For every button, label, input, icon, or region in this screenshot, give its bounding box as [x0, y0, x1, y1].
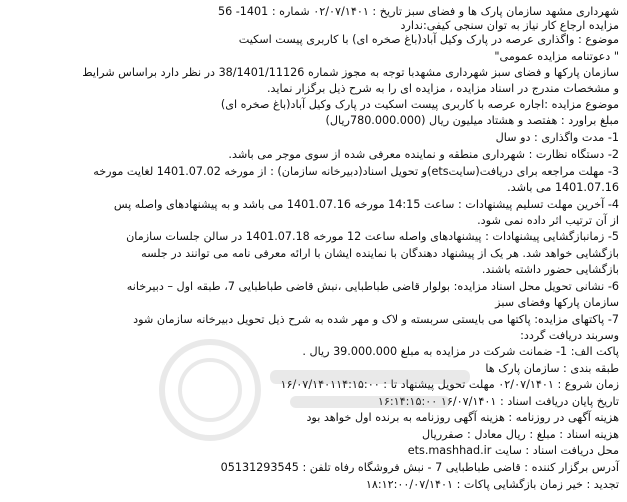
notice-item: 4- آخرین مهلت تسلیم پیشنهادات : ساعت 14:15 مورخه 1401.07.16 می باشد و به پیشنهادهای واصله پس — [113, 198, 619, 211]
notice-line: موضوع مزایده :اجاره عرصه با کاربری پیست اسکیت در پارک وکیل آباد(باغ صخره ای) — [220, 98, 619, 111]
notice-estimate-line: مبلغ براورد : هفتصد و هشتاد میلیون ریال (780.000.000ریال) — [325, 114, 619, 127]
notice-line: بازگشایی حضور داشته باشند. — [481, 263, 619, 276]
notice-subject-line: موضوع : واگذاری عرصه در پارک وکیل آباد(باغ صخره ای) با کاربری پیست اسکیت — [238, 33, 619, 46]
notice-item: 5- زمانبازگشایی پیشنهادات : پیشنهادهای واصله ساعت 12 مورخه 1401.07.18 در سالن جلسات سازمان — [126, 230, 619, 243]
notice-line: از آن ترتیب اثر داده نمی شود. — [477, 214, 619, 227]
notice-line: وسربند دریافت گردد: — [520, 329, 619, 342]
notice-line: بازگشایی خواهد شد. هر یک از پیشنهاد دهندگان با نماینده ایشان با ارائه معرفی نامه می توانند در جلسه — [141, 247, 619, 260]
notice-line: سازمان پارکها و فضای سبز شهرداری مشهدبا توجه به مجوز شماره 38/1401/11126 در نظر دارد براساس شرایط — [82, 66, 619, 79]
notice-envelope-line: پاکت الف: 1- ضمانت شرکت در مزایده به مبلغ 39.000.000 ریال . — [302, 345, 619, 358]
notice-line: محل دریافت اسناد : سایت ets.mashhad.ir — [407, 444, 619, 457]
notice-item: 2- دستگاه نظارت : شهرداری منطقه و نماینده معرفی شده از سوی موجر می باشد. — [228, 148, 619, 161]
notice-invitation-title: " دعوتنامه مزایده عمومی" — [494, 50, 619, 63]
notice-line: سازمان پارکها وفضای سبز — [495, 296, 619, 309]
notice-line: آدرس برگزار کننده : قاضی طباطبایی 7 - نبش فروشگاه رفاه تلفن : 05131293545 — [220, 461, 619, 474]
notice-line: هزینه اسناد : مبلغ : ریال معادل : صفرریال — [422, 428, 619, 441]
notice-line: زمان شروع : ۰۲/۰۷/۱۴۰۱ مهلت تحویل پیشنهاد تا : ۱۶/۰۷/۱۴۰۱۱۴:۱۵:۰۰ — [280, 378, 619, 391]
notice-line: تجدید : خیر زمان بازگشایی پاکات : ۱۸:۱۲:۰۰/۰۷/۱۴۰۱ — [365, 478, 619, 491]
notice-line: و مشخصات مندرج در اسناد مزایده ، مزایده ای را به شرح ذیل برگزار نماید. — [266, 82, 619, 95]
notice-item: 7- پاکتهای مزایده: پاکتها می بایستی سربسته و لاک و مهر شده به شرح ذیل تحویل دبیرخانه سازمان شود — [133, 313, 619, 326]
notice-item: 1- مدت واگذاری : دو سال — [495, 131, 619, 144]
notice-line: مزایده ارجاع کار نیاز به توان سنجی کیفی:ندارد — [400, 19, 619, 32]
notice-line: هزینه آگهی در روزنامه : هزینه آگهی روزنامه به برنده اول خواهد بود — [306, 411, 619, 424]
notice-line: طبقه بندی : سازمان پارک ها — [485, 362, 619, 375]
notice-item: 3- مهلت مراجعه برای دریافت(سایتets)و تحویل اسناد(دبیرخانه سازمان) : از مورخه 1401.07.02 لغایت مورخه — [93, 165, 619, 178]
notice-line: تاریخ پایان دریافت اسناد : ۱۶/۰۷/۱۴۰۱ ۱۶:۱۴:۱۵:۰۰ — [377, 395, 619, 408]
notice-item: 6- نشانی تحویل محل اسناد مزایده: بولوار قاضی طباطبایی ،نبش قاضی طباطبایی 7، طبقه اول – دبیرخانه — [126, 280, 619, 293]
notice-line: 1401.07.16 می باشد. — [507, 181, 619, 194]
notice-header: شهرداری مشهد سازمان پارک ها و فضای سبز تاریخ : ۰۲/۰۷/۱۴۰۱ شماره : 1401- 56 — [217, 5, 619, 18]
